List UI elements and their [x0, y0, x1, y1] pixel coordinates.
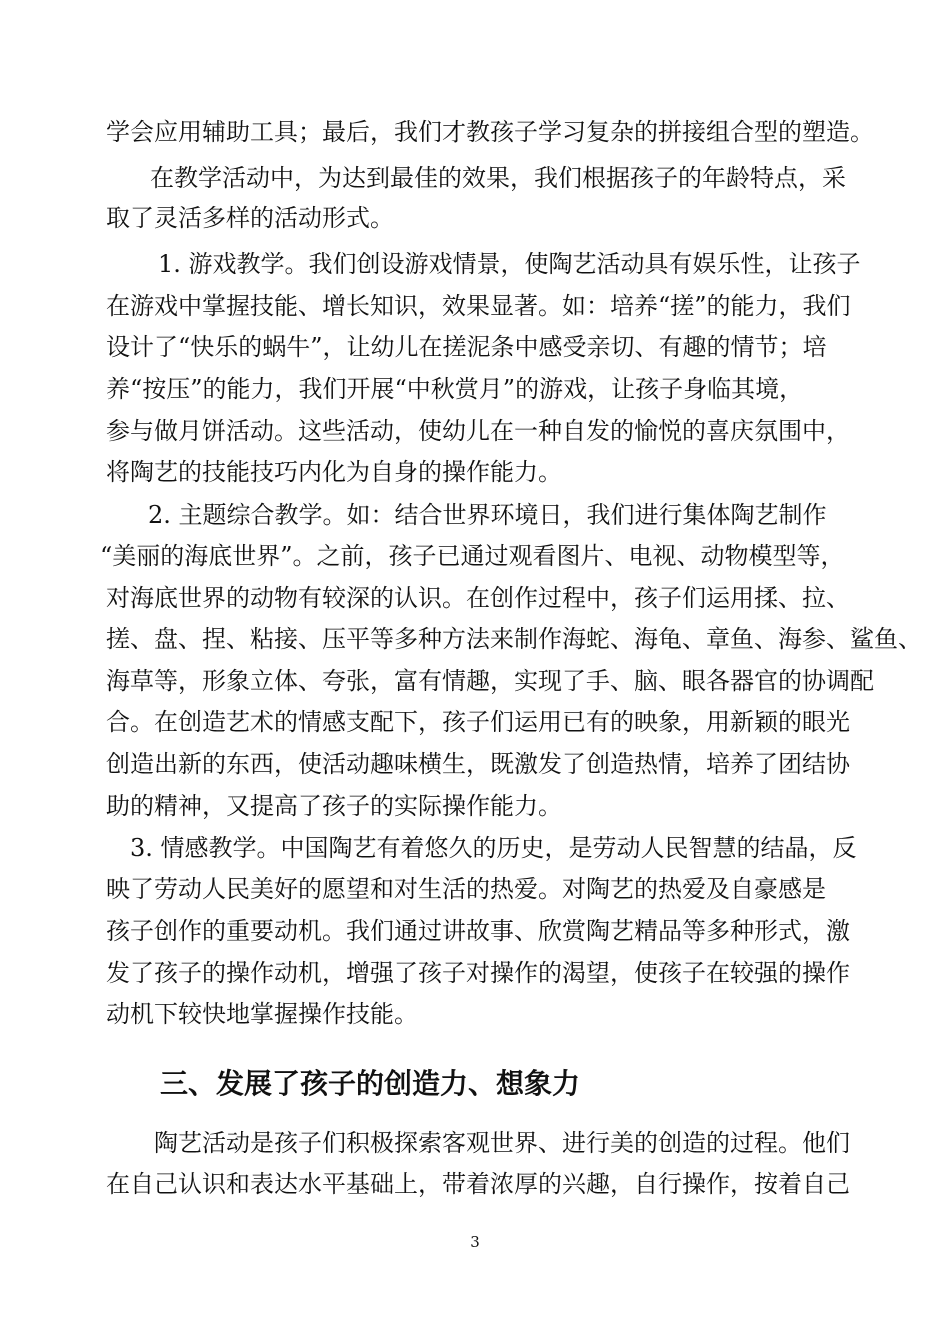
paragraph-line: 映了劳动人民美好的愿望和对生活的热爱。对陶艺的热爱及自豪感是 — [106, 875, 826, 903]
paragraph-line: 设计了“快乐的蜗牛”，让幼儿在搓泥条中感受亲切、有趣的情节；培 — [106, 333, 827, 361]
paragraph-line: “美丽的海底世界”。之前，孩子已通过观看图片、电视、动物模型等， — [100, 542, 845, 570]
paragraph-line: 1. 游戏教学。我们创设游戏情景，使陶艺活动具有娱乐性，让孩子 — [158, 250, 861, 278]
paragraph-line: 在教学活动中，为达到最佳的效果，我们根据孩子的年龄特点，采 — [150, 164, 846, 192]
paragraph-line: 搓、盘、捏、粘接、压平等多种方法来制作海蛇、海龟、章鱼、海参、鲨鱼、 — [106, 625, 922, 653]
paragraph-line: 在自己认识和表达水平基础上，带着浓厚的兴趣，自行操作，按着自己 — [106, 1170, 850, 1198]
paragraph-line: 孩子创作的重要动机。我们通过讲故事、欣赏陶艺精品等多种形式，激 — [106, 917, 850, 945]
paragraph-line: 助的精神，又提高了孩子的实际操作能力。 — [106, 792, 562, 820]
paragraph-line: 2. 主题综合教学。如：结合世界环境日，我们进行集体陶艺制作 — [148, 501, 827, 529]
paragraph-line: 海草等，形象立体、夸张，富有情趣，实现了手、脑、眼各器官的协调配 — [106, 667, 874, 695]
paragraph-line: 参与做月饼活动。这些活动，使幼儿在一种自发的愉悦的喜庆氛围中， — [106, 417, 850, 445]
paragraph-line: 合。在创造艺术的情感支配下，孩子们运用已有的映象，用新颖的眼光 — [106, 708, 850, 736]
paragraph-line: 在游戏中掌握技能、增长知识，效果显著。如：培养“搓”的能力，我们 — [106, 292, 851, 320]
paragraph-line: 创造出新的东西，使活动趣味横生，既激发了创造热情，培养了团结协 — [106, 750, 850, 778]
paragraph-line: 取了灵活多样的活动形式。 — [106, 204, 394, 232]
section-heading: 三、发展了孩子的创造力、想象力 — [160, 1067, 581, 1100]
paragraph-line: 3. 情感教学。中国陶艺有着悠久的历史，是劳动人民智慧的结晶，反 — [130, 834, 857, 862]
paragraph-line: 发了孩子的操作动机，增强了孩子对操作的渴望，使孩子在较强的操作 — [106, 959, 850, 987]
paragraph-line: 对海底世界的动物有较深的认识。在创作过程中，孩子们运用揉、拉、 — [106, 584, 850, 612]
paragraph-line: 动机下较快地掌握操作技能。 — [106, 1000, 418, 1028]
paragraph-line: 陶艺活动是孩子们积极探索客观世界、进行美的创造的过程。他们 — [154, 1129, 850, 1157]
paragraph-line: 学会应用辅助工具；最后，我们才教孩子学习复杂的拼接组合型的塑造。 — [106, 118, 874, 146]
page-number: 3 — [470, 1233, 480, 1251]
paragraph-line: 养“按压”的能力，我们开展“中秋赏月”的游戏，让孩子身临其境， — [106, 375, 804, 403]
paragraph-line: 将陶艺的技能技巧内化为自身的操作能力。 — [106, 458, 562, 486]
